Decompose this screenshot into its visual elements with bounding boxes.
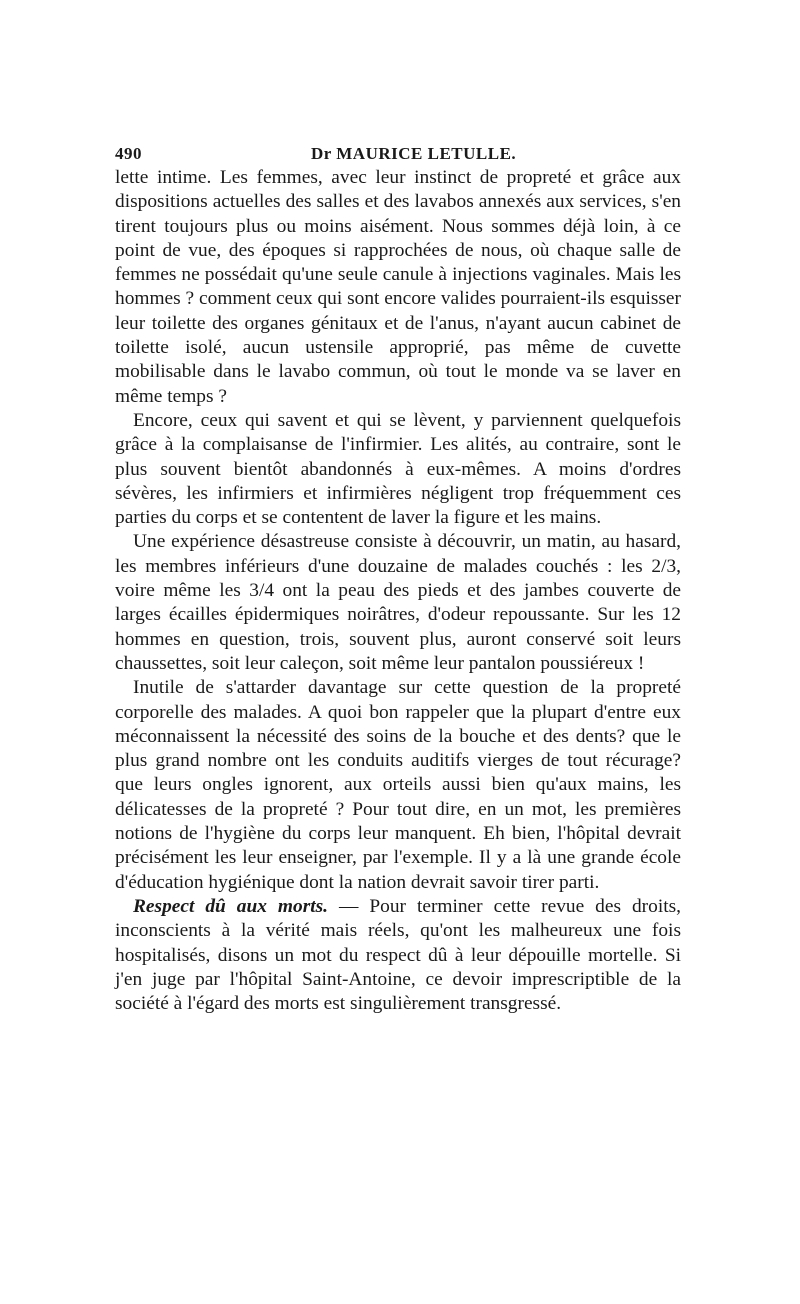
paragraph: Une expérience désastreuse consiste à découvrir, un matin, au hasard, les membres inférieurs d'une douzaine de malades couchés : les 2/3, voire même les 3/4 ont la peau des pieds et des jambes couverte de larges écailles épidermiques noirâtres, d'odeur repoussante. Sur les 12 hommes en question, trois, souvent plus, auront conservé soit leurs chaussettes, soit leur caleçon, soit même leur pantalon poussiéreux ! bbox=[115, 531, 681, 674]
running-title: Dr MAURICE LETULLE. bbox=[311, 144, 517, 163]
paragraph: Encore, ceux qui savent et qui se lèvent, y parviennent quelquefois grâce à la complaisanse de l'infirmier. Les alités, au contraire, sont le plus souvent bientôt abandonnés à eux-mêmes. A moins d'ordres sévères, les infirmiers et infirmières négligent trop fréquemment ces parties du corps et se contentent de laver la figure et les mains. bbox=[115, 409, 681, 529]
section-heading: Respect dû aux morts. bbox=[133, 895, 329, 917]
running-head bbox=[115, 136, 681, 166]
page-number: 490 bbox=[115, 144, 142, 163]
book-page bbox=[115, 136, 681, 1016]
paragraph: Inutile de s'attarder davantage sur cette question de la propreté corporelle des malades. A quoi bon rappeler que la plupart d'entre eux méconnaissent la nécessité des soins de la bouche et des dents? que le plus grand nombre ont les conduits auditifs vierges de tout récurage? que leurs ongles ignorent, aux orteils aussi bien qu'aux mains, les délicatesses de la propreté ? Pour tout dire, en un mot, les premières notions de l'hygiène du corps leur manquent. Eh bien, l'hôpital devrait précisément les leur enseigner, par l'exemple. Il y a là une grande école d'éducation hygiénique dont la nation devrait savoir tirer parti. bbox=[115, 677, 681, 893]
section-paragraph bbox=[115, 895, 681, 1016]
paragraph-continuation: lette intime. Les femmes, avec leur instinct de propreté et grâce aux dispositions actuelles des salles et des lavabos annexés aux services, s'en tirent toujours plus ou moins aisément. Nous sommes déjà loin, à ce point de vue, des époques si rapprochées de nous, où chaque salle de femmes ne possédait qu'une seule canule à injections vaginales. Mais les hommes ? comment ceux qui sont encore valides pourraient-ils esquisser leur toilette des organes génitaux et de l'anus, n'ayant aucun cabinet de toilette isolé, aucun ustensile approprié, pas même de cuvette mobilisable dans le lavabo commun, où tout le monde va se laver en même temps ? bbox=[115, 167, 681, 407]
body-text bbox=[115, 166, 681, 1016]
section-text: — Pour terminer cette revue des droits, inconscients à la vérité mais réels, qu'ont les malheureux une fois hospitalisés, disons un mot du respect dû à leur dépouille mortelle. Si j'en juge par l'hôpital Saint-Antoine, ce devoir imprescriptible de la société à l'égard des morts est singulièrement transgressé. bbox=[115, 895, 681, 1015]
